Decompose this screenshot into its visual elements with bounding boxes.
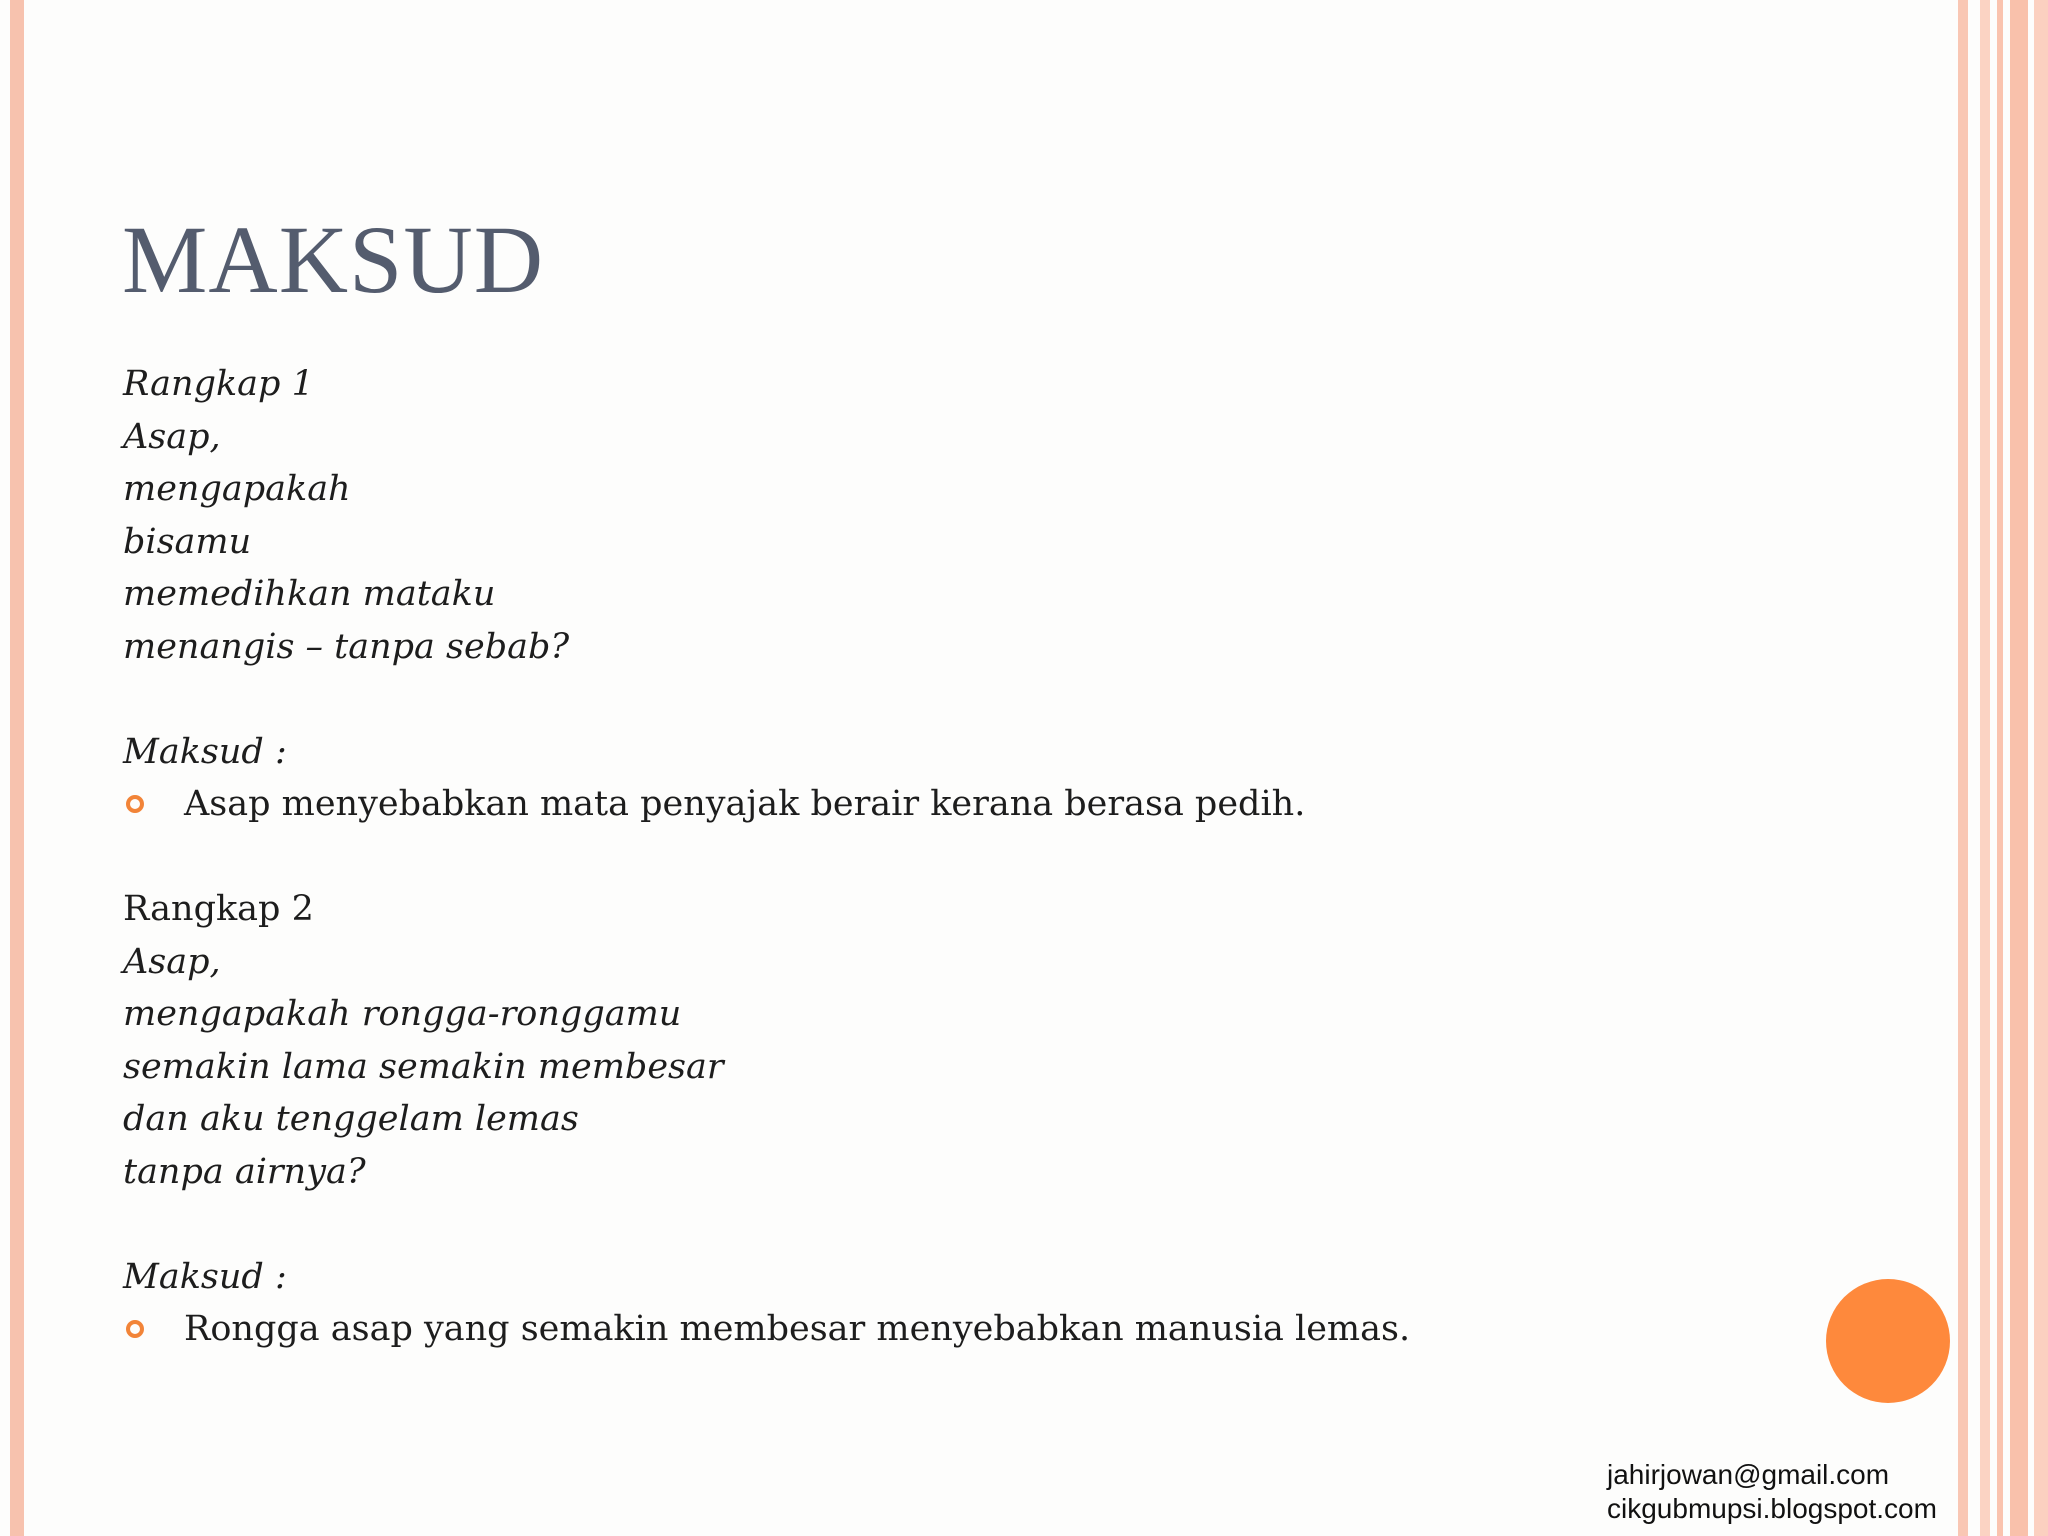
slide-body — [123, 358, 1803, 1356]
stanza-2-line: tanpa airnya? — [123, 1151, 366, 1192]
stanza-2-line: Asap, — [123, 941, 221, 982]
maksud-1-text: Asap menyebabkan mata penyajak berair kerana berasa pedih. — [184, 784, 1306, 824]
spacer — [123, 1198, 1803, 1251]
decorative-orange-circle — [1826, 1279, 1950, 1403]
right-border-stripe — [2010, 0, 2028, 1536]
stanza-2-heading: Rangkap 2 — [123, 889, 314, 929]
stanza-1-line: Asap, — [123, 416, 221, 457]
slide-title: MAKSUD — [122, 206, 545, 313]
right-border-stripe — [1958, 0, 1968, 1536]
stanza-1-line: memedihkan mataku — [123, 574, 496, 614]
footer-email: jahirjowan@gmail.com — [1607, 1459, 1890, 1490]
maksud-1-label: Maksud : — [123, 731, 287, 772]
stanza-1-line: menangis – tanpa sebab? — [123, 626, 570, 667]
circle-bullet-icon — [126, 795, 144, 813]
right-border-stripe — [1980, 0, 1990, 1536]
stanza-1-heading: Rangkap 1 — [123, 364, 314, 404]
maksud-2-bullet — [123, 1303, 1803, 1356]
circle-bullet-icon — [126, 1320, 144, 1338]
stanza-1-line: bisamu — [123, 521, 252, 562]
right-border-stripe — [2034, 0, 2048, 1536]
spacer — [123, 831, 1803, 884]
stanza-2-line: dan aku tenggelam lemas — [123, 1099, 579, 1139]
maksud-2-text: Rongga asap yang semakin membesar menyebabkan manusia lemas. — [184, 1309, 1411, 1349]
spacer — [123, 673, 1803, 726]
footer-blog: cikgubmupsi.blogspot.com — [1607, 1493, 1937, 1524]
maksud-2-label: Maksud : — [123, 1256, 287, 1297]
footer-credits — [1607, 1458, 1937, 1526]
stanza-2-line: semakin lama semakin membesar — [123, 1046, 724, 1087]
stanza-1-line: mengapakah — [123, 469, 351, 509]
right-border-stripe — [1997, 0, 2003, 1536]
maksud-1-bullet — [123, 778, 1803, 831]
stanza-2-line: mengapakah rongga-ronggamu — [123, 994, 682, 1034]
left-border-stripe — [10, 0, 24, 1536]
